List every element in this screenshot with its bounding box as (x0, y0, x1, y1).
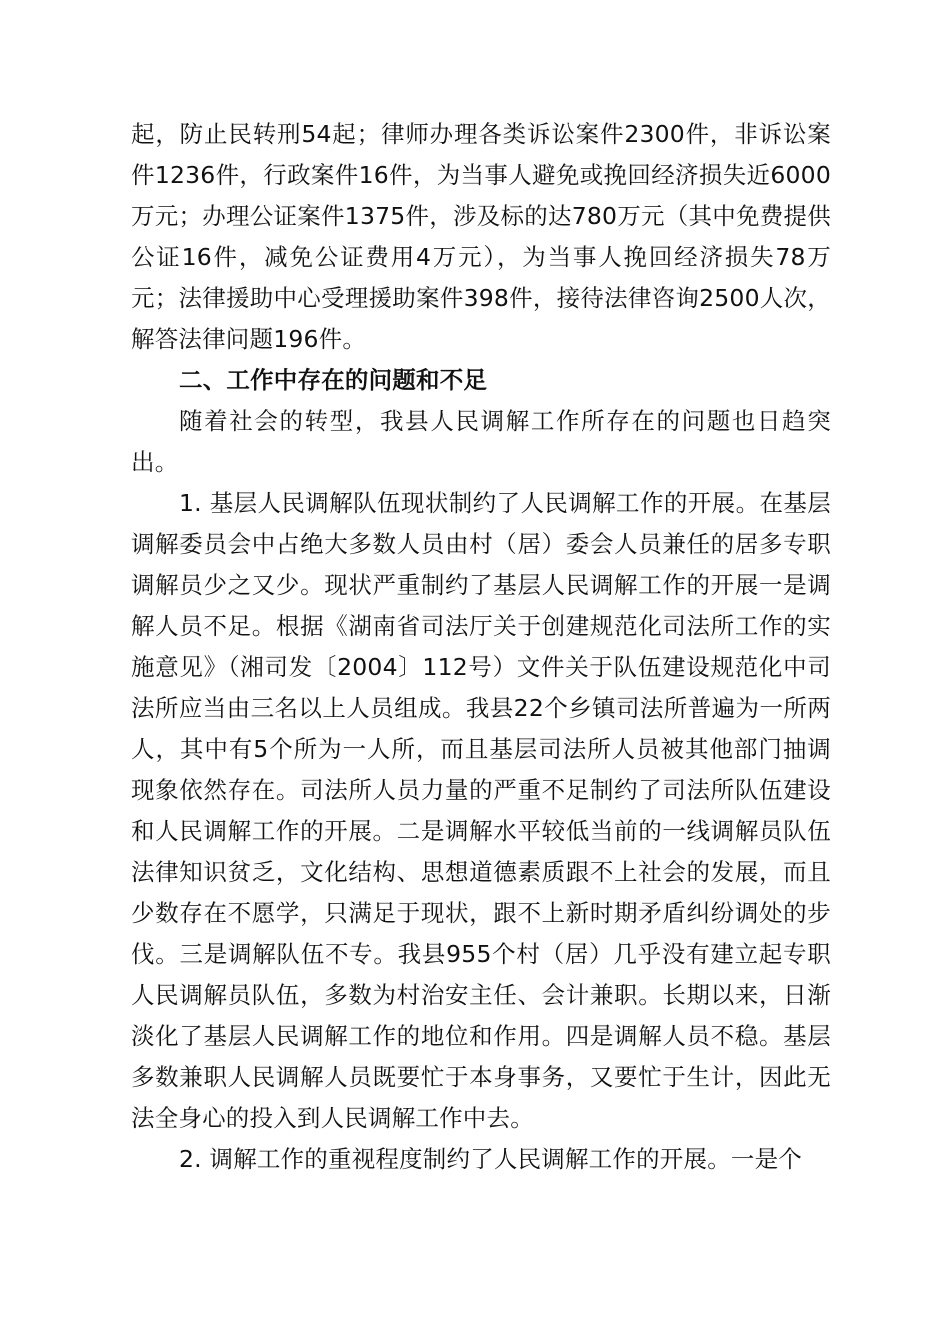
paragraph-item-1: 1. 基层人民调解队伍现状制约了人民调解工作的开展。在基层调解委员会中占绝大多数人员由村（居）委会人员兼任的居多专职调解员少之又少。现状严重制约了基层人民调解工作的开展一是调解人员不足。根据《湖南省司法厅关于创建规范化司法所工作的实施意见》（湘司发〔2004〕112号）文件关于队伍建设规范化中司法所应当由三名以上人员组成。我县22个乡镇司法所普遍为一所两人，其中有5个所为一人所，而且基层司法所人员被其他部门抽调现象依然存在。司法所人员力量的严重不足制约了司法所队伍建设和人民调解工作的开展。二是调解水平较低当前的一线调解员队伍法律知识贫乏，文化结构、思想道德素质跟不上社会的发展，而且少数存在不愿学，只满足于现状，跟不上新时期矛盾纠纷调处的步伐。三是调解队伍不专。我县955个村（居）几乎没有建立起专职人民调解员队伍，多数为村治安主任、会计兼职。长期以来，日渐淡化了基层人民调解工作的地位和作用。四是调解人员不稳。基层多数兼职人民调解人员既要忙于本身事务，又要忙于生计，因此无法全身心的投入到人民调解工作中去。 (131, 489, 831, 1132)
paragraph-item-2: 2. 调解工作的重视程度制约了人民调解工作的开展。一是个 (179, 1145, 802, 1173)
document-page (131, 114, 831, 1180)
paragraph-intro: 随着社会的转型，我县人民调解工作所存在的问题也日趋突出。 (131, 407, 831, 476)
paragraph-statistics: 起，防止民转刑54起；律师办理各类诉讼案件2300件，非诉讼案件1236件，行政案件16件，为当事人避免或挽回经济损失近6000万元；办理公证案件1375件，涉及标的达780万元（其中免费提供公证16件，减免公证费用4万元），为当事人挽回经济损失78万元；法律援助中心受理援助案件398件，接待法律咨询2500人次，解答法律问题196件。 (131, 120, 831, 353)
section-heading: 二、工作中存在的问题和不足 (179, 366, 488, 394)
